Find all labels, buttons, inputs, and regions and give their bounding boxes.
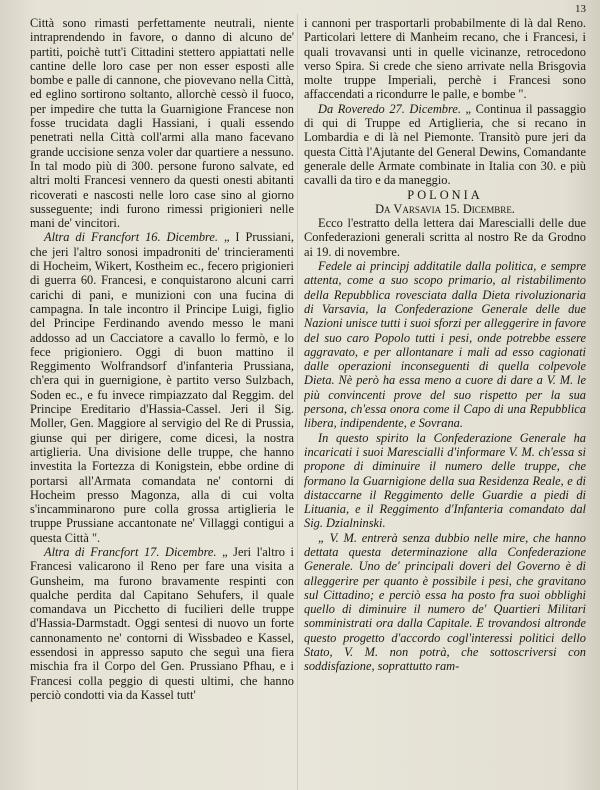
- letter-paragraph-2: In questo spirito la Confederazione Generale ha incaricati i suoi Marescialli d'informare V. M. ch'essa si propone di diminuire il numero delle truppe, che formano la Guarnigione della sua Residenza Reale, e di distaccarne il Reggimento delle Guardie a piedi di Lituania, e il Reggimento d'Infanteria comandato dal Sig. Dzialninski.: [304, 430, 586, 531]
- section-heading-polonia: POLONIA: [407, 187, 483, 202]
- left-column: [30, 16, 294, 788]
- letter-paragraph-1: Fedele ai principj additatile dalla politica, e sempre attenta, come a suo scopo primario, al ristabilimento della Repubblica rovesciata dalla Dieta rivoluzionaria di Varsavia, la Confederazione Generale delle due Nazioni unisce tutti i suoi sforzi per alleggerire in favore del suo caro Popolo tutti i pesi, onde potrebbe essere aggravato, e per allontanare i mali ad esso cagionati dalle operazioni inconseguenti di quella colpevole Dieta. Nè però ha essa meno a cuore di dare a V. M. le più convincenti prove del suo rispetto per la sua persona, ch'essa onora come il Capo di una Repubblica libera, indipendente, e Sovrana.: [304, 259, 586, 431]
- paragraph-francfort-17: [30, 545, 294, 702]
- letter-paragraph-3: „ V. M. entrerà senza dubbio nelle mire, che hanno dettata questa determinazione alla Confederazione Generale. Uno de' principali doveri del Governo è di alleggerire per quanto è possibile i pesi, che gravitano sul Cittadino; e perciò essa ha posto fra suoi obblighi quello di diminuire il numero de' Quartieri Militari somministrati ora dalla Capitale. E trovandosi altronde questo progetto d'accordo cogl'interessi politici dello Stato, V. M. non potrà, che sottoscriversi con soddisfazione, soprattutto ram-: [304, 530, 586, 674]
- body-francfort-17: „ Jeri l'altro i Francesi valicarono il Reno per fare una visita a Gunsheim, ma furono bravamente respinti con qualche perdita dal Capitano Sehufers, il quale comandava un Picchetto di fucilieri delle truppe d'Hassia-Darmstadt. Oggi sentesi di nuovo un forte cannonamento ne' contorni di Wissbadeo e Kassel, essendosi in appresso saputo che seguì una fiera mischia fra il Corpo del Gen. Prussiano Pfhau, e i Francesi colla peggio di questi ultimi, che hanno perciò condotti via da Kassel tutt': [30, 544, 294, 702]
- body-roveredo: „ Continua il passaggio di qui di Truppe ed Artiglieria, che si recano in Lombardia e di là nel Piemonte. Transitò pure jeri da questa Città l'Ajutante del General Dewins, Comandante generale delle Armate combinate in Italia con 30. e più cavalli da tiro e da maneggio.: [304, 101, 586, 188]
- page-number: 13: [575, 3, 586, 15]
- dateline-francfort-17: Altra di Francfort 17. Dicembre.: [44, 544, 217, 559]
- paragraph-roveredo: [304, 102, 586, 188]
- body-francfort-16: „ I Prussiani, che jeri l'altro sonosi impadroniti de' trincieramenti di Hocheim, Wikert, Kostheim ec., fecero prigionieri di guerra 60. Francesi, e conquistarono alcuni carri carichi di pani, e munizioni con una fucina di campagna. In tale incontro il Principe Luigi, figlio del Principe Ferdinando avendo messo le mani addosso ad un Cacciatore a cavallo lo fermò, e lo fece prigioniero. Oggi di buon mattino il Reggimento Wolfrandsorf d'infanteria Prussiana, ch'era qui in guernigione, è partito verso Sulzbach, Soden ec., e fu invece rimpiazzato dal Reggim. del Principe Ereditario d'Hassia-Cassel. Jeri il Sig. Moller, Gen. Maggiore al servigio del Re di Prussia, giunse qui per dirigere, come dicesi, la nostra artiglieria. Una divisione delle truppe, che hanno investita la Fortezza di Konigstein, ebbe ordine di portarsi all'Armata comandata ne' contorni di Hocheim presso Magonza, alla di cui volta s'incamminarono pure colla grossa artiglieria le truppe Prussiane accantonate ne' Villaggi contigui a questa Città ".: [30, 230, 294, 545]
- paragraph-neutral-city: Città sono rimasti perfettamente neutrali, niente intraprendendo in favore, o danno di alcuno de' partiti, poichè tutt'i Cittadini stettero appiattati nelle cantine delle loro case per non esser esposti alle bombe e palle di cannone, che piovevano nella Città, ed eglino sortirono soltanto, allorchè cessò il fuoco, per impedire che tutta la Guarnigione Francese non fosse trucidata dagli Hassiani, i quali essendo penetrati nella Città coll'armi alla mano facevano grande uccisione senza voler dar quartiere a nessuno. In tal modo più di 300. persone furono salvate, ed altri molti Francesi vennero da questi onesti abitanti ricoverati e nascosti nelle loro case sino al giorno susseguente; indi furono rimessi prigionieri nelle mani de' vincitori.: [30, 16, 294, 231]
- paragraph-intro: Ecco l'estratto della lettera dai Marescialli delle due Confederazioni generali scritta al nostro Re da Grodno ai 19. di novembre.: [304, 216, 586, 259]
- column-divider: [297, 14, 298, 790]
- dateline-francfort-16: Altra di Francfort 16. Dicembre.: [44, 230, 219, 245]
- paragraph-cannons: i cannoni per trasportarli probabilmente di là dal Reno. Particolari lettere di Manheim recano, che i Francesi, i quali trovavansi unti in quelle vicinanze, retrocedono verso Spira. Si crede che sieno arrivate nella Brisgovia molte truppe Imperiali, perchè i Francesi sono affaccendati a ricondurre le palle, e bombe ".: [304, 16, 586, 102]
- paragraph-francfort-16: [30, 230, 294, 545]
- dateline-varsavia: Da Varsavia 15. Dicembre.: [375, 201, 515, 216]
- right-column: [304, 16, 586, 788]
- dateline-roveredo: Da Roveredo 27. Dicembre.: [318, 101, 461, 116]
